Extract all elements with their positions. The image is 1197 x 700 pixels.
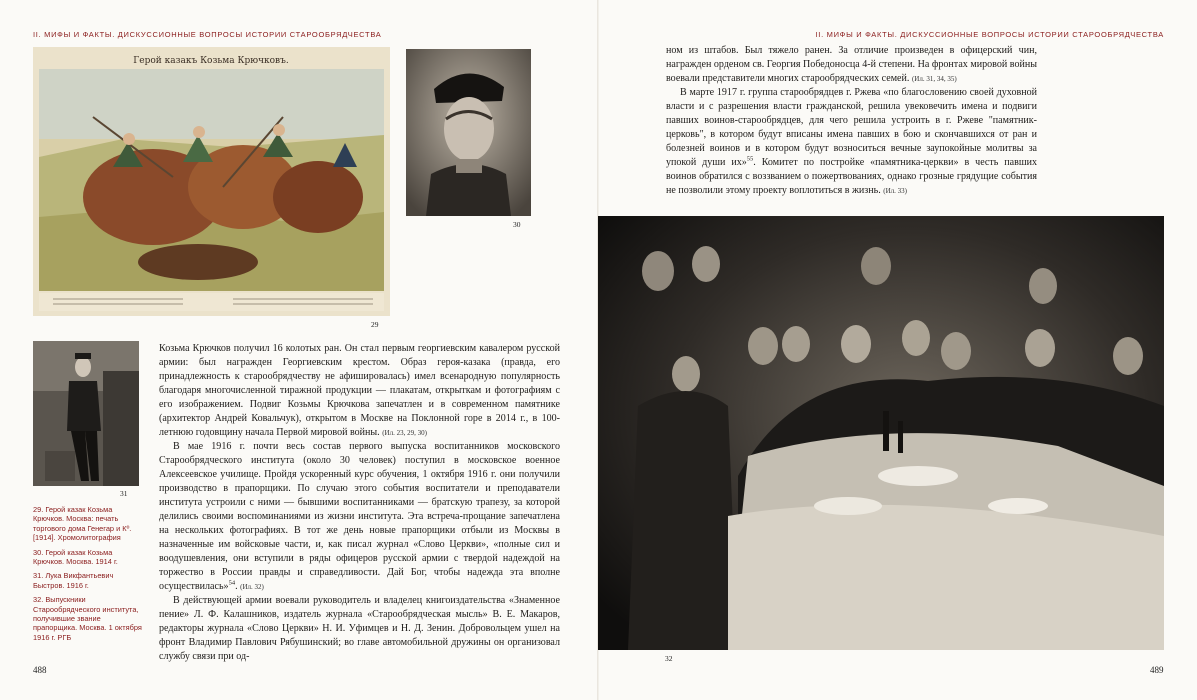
page-number-left: 488 (33, 665, 47, 675)
illustration-31-photo (33, 341, 139, 486)
footnote-marker: 55 (746, 155, 754, 163)
running-head-left: II. МИФЫ И ФАКТЫ. ДИСКУССИОННЫЕ ВОПРОСЫ ИСТОРИИ СТАРООБРЯДЧЕСТВА (33, 30, 382, 39)
caption-32: 32. Выпускники Старообрядческого института, получившие звание прапорщика. Москва. 1 октября 1916 г. РГБ (33, 595, 142, 642)
officer-photo-image (33, 341, 139, 486)
footnote-marker: 54 (228, 579, 236, 587)
cossack-portrait-image (406, 49, 531, 216)
figure-number-29: 29 (371, 320, 379, 329)
paragraph (159, 594, 560, 664)
illustration-32-group-photo (598, 216, 1164, 650)
running-head-right: II. МИФЫ И ФАКТЫ. ДИСКУССИОННЫЕ ВОПРОСЫ ИСТОРИИ СТАРООБРЯДЧЕСТВА (815, 30, 1164, 39)
page-number-right: 489 (1150, 665, 1164, 675)
paragraph-text: В марте 1917 г. группа старообрядцев г. Ржева «по благословению своей духовной власти и с разрешения власти гражданской, решила увековечить имена и подвиги павших воинов-старообрядцев, для чего решила устроить в г. Ржеве "памятник-церковь", в котором будут вписаны имена павших в бою и скончавшихся от ран и болезней воинов и в котором будут возноситься вечные заупокойные молитвы за упокой души их» (666, 87, 1037, 168)
poster-title: Герой казакъ Козьма Крючковъ. (133, 56, 289, 66)
paragraph-text: . Комитет по постройке «памятника-церкви» в честь павших воинов обратился с воззванием о пожертвованиях, однако грозные грядущие события не позволили этому проекту воплотиться в жизнь. (666, 157, 1037, 196)
paragraph-text: В мае 1916 г. почти весь состав первого выпуска воспитанников московского Старообрядческого института (около 30 человек) поступил в московское военное Алексеевское училище. Пройдя ускоренный курс обучения, 1 октября 1916 г. они получили производство в прапорщики. По случаю этого события воспитатели и преподаватели института устроили с ними — бывшими воспитанниками — братскую трапезу, за которой делились своими воспоминаниями из жизни института. Эта встреча-прощание запечатлена на нескольких фотографиях. В тот же день новые прапорщики отбыли из Москвы в назначенные им войсковые части, и, как писал журнал «Слово Церкви», «полные сил и воодушевления, они вступили в ряды офицеров русской армии с твердой надеждой на торжество в России правды и справедливости. Дай Бог, чтобы надежда эта вполне осуществилась» (159, 441, 560, 592)
paragraph (666, 44, 1037, 86)
group-photo-image (598, 216, 1164, 650)
paragraph: В мае 1916 г. почти весь состав первого выпуска воспитанников московского Старообрядческого института (около 30 человек) поступил в московское военное Алексеевское училище. Пройдя ускоренный курс обучения, 1 октября 1916 г. они получили производство в прапорщики. По случаю этого события воспитатели и преподаватели института устроили с ними — бывшими воспитанниками — братскую трапезу, за которой делились своими воспоминаниями из жизни института. Эта встреча-прощание запечатлена на нескольких фотографиях. В тот же день новые прапорщики отбыли из Москвы в назначенные им войсковые части, и, как писал журнал «Слово Церкви», «полные сил и воодушевления, они вступили в ряды офицеров русской армии с твердой надеждой на торжество в России правды и справедливости. Дай Бог, чтобы надежда эта вполне осуществилась»$^{54}$. (Ил. 32) (159, 441, 560, 592)
caption-31: 31. Лука Викфантьевич Быстров. 1916 г. (33, 571, 114, 590)
figure-number-32: 32 (665, 654, 673, 663)
illustration-reference: (Ил. 32) (240, 583, 264, 591)
illustration-reference: (Ил. 33) (883, 187, 907, 195)
figure-number-31: 31 (120, 489, 128, 498)
paragraph-text: Козьма Крючков получил 16 колотых ран. Он стал первым георгиевским кавалером русской армии: был награжден Георгиевским крестом. Образ героя-казака (правда, его принадлежность к старообрядчеству не афишировалась) имел всенародную популярность благодаря многочисленной тиражной продукции — плакатам, открыткам и фотографиям с его изображением. Подвиг Козьмы Крючкова запечатлен и в современном памятнике (архитектор Андрей Ковальчук), открытом в Москве на Поклонной горе в 2014 г., в 100-летнюю годовщину начала Первой мировой войны. (159, 343, 560, 438)
paragraph (666, 86, 1037, 198)
illustration-reference: (Ил. 31, 34, 35) (911, 75, 957, 83)
paragraph-text: ном из штабов. Был тяжело ранен. За отличие произведен в офицерский чин, награжден орденом св. Георгия Победоносца 4-й степени. На фронтах мировой войны воевали представители многих старообрядческих семей. (666, 45, 1037, 84)
illustration-reference: (Ил. 23, 29, 30) (382, 429, 427, 437)
paragraph (159, 342, 560, 440)
figure-number-30: 30 (513, 220, 521, 229)
right-body-text (666, 44, 1037, 198)
paragraph-text: В действующей армии воевали руководитель и владелец книгоиздательства «Знаменное пение» Л. Ф. Калашников, издатель журнала «Старообрядческая мысль» В. Е. Макаров, редакторы журнала «Слово Церкви» Н. И. Уфимцев и Н. Д. Зенин. Добровольцем ушел на фронт Владимир Павлович Рябушинский; во главе автомобильной дружины он организовал службу связи при од- (159, 595, 560, 662)
illustration-30-portrait (406, 49, 531, 216)
left-body-text (159, 342, 560, 664)
caption-30: 30. Герой казак Козьма Крючков. Москва. 1914 г. (33, 547, 118, 567)
battle-scene-image (33, 47, 390, 316)
captions-block (33, 505, 145, 647)
caption-29: 29. Герой казак Козьма Крючков. Москва: печать торгового дома Генегар и Кº. [1914]. Хромолитография (33, 505, 132, 543)
illustration-29-chromolithograph (33, 47, 390, 316)
